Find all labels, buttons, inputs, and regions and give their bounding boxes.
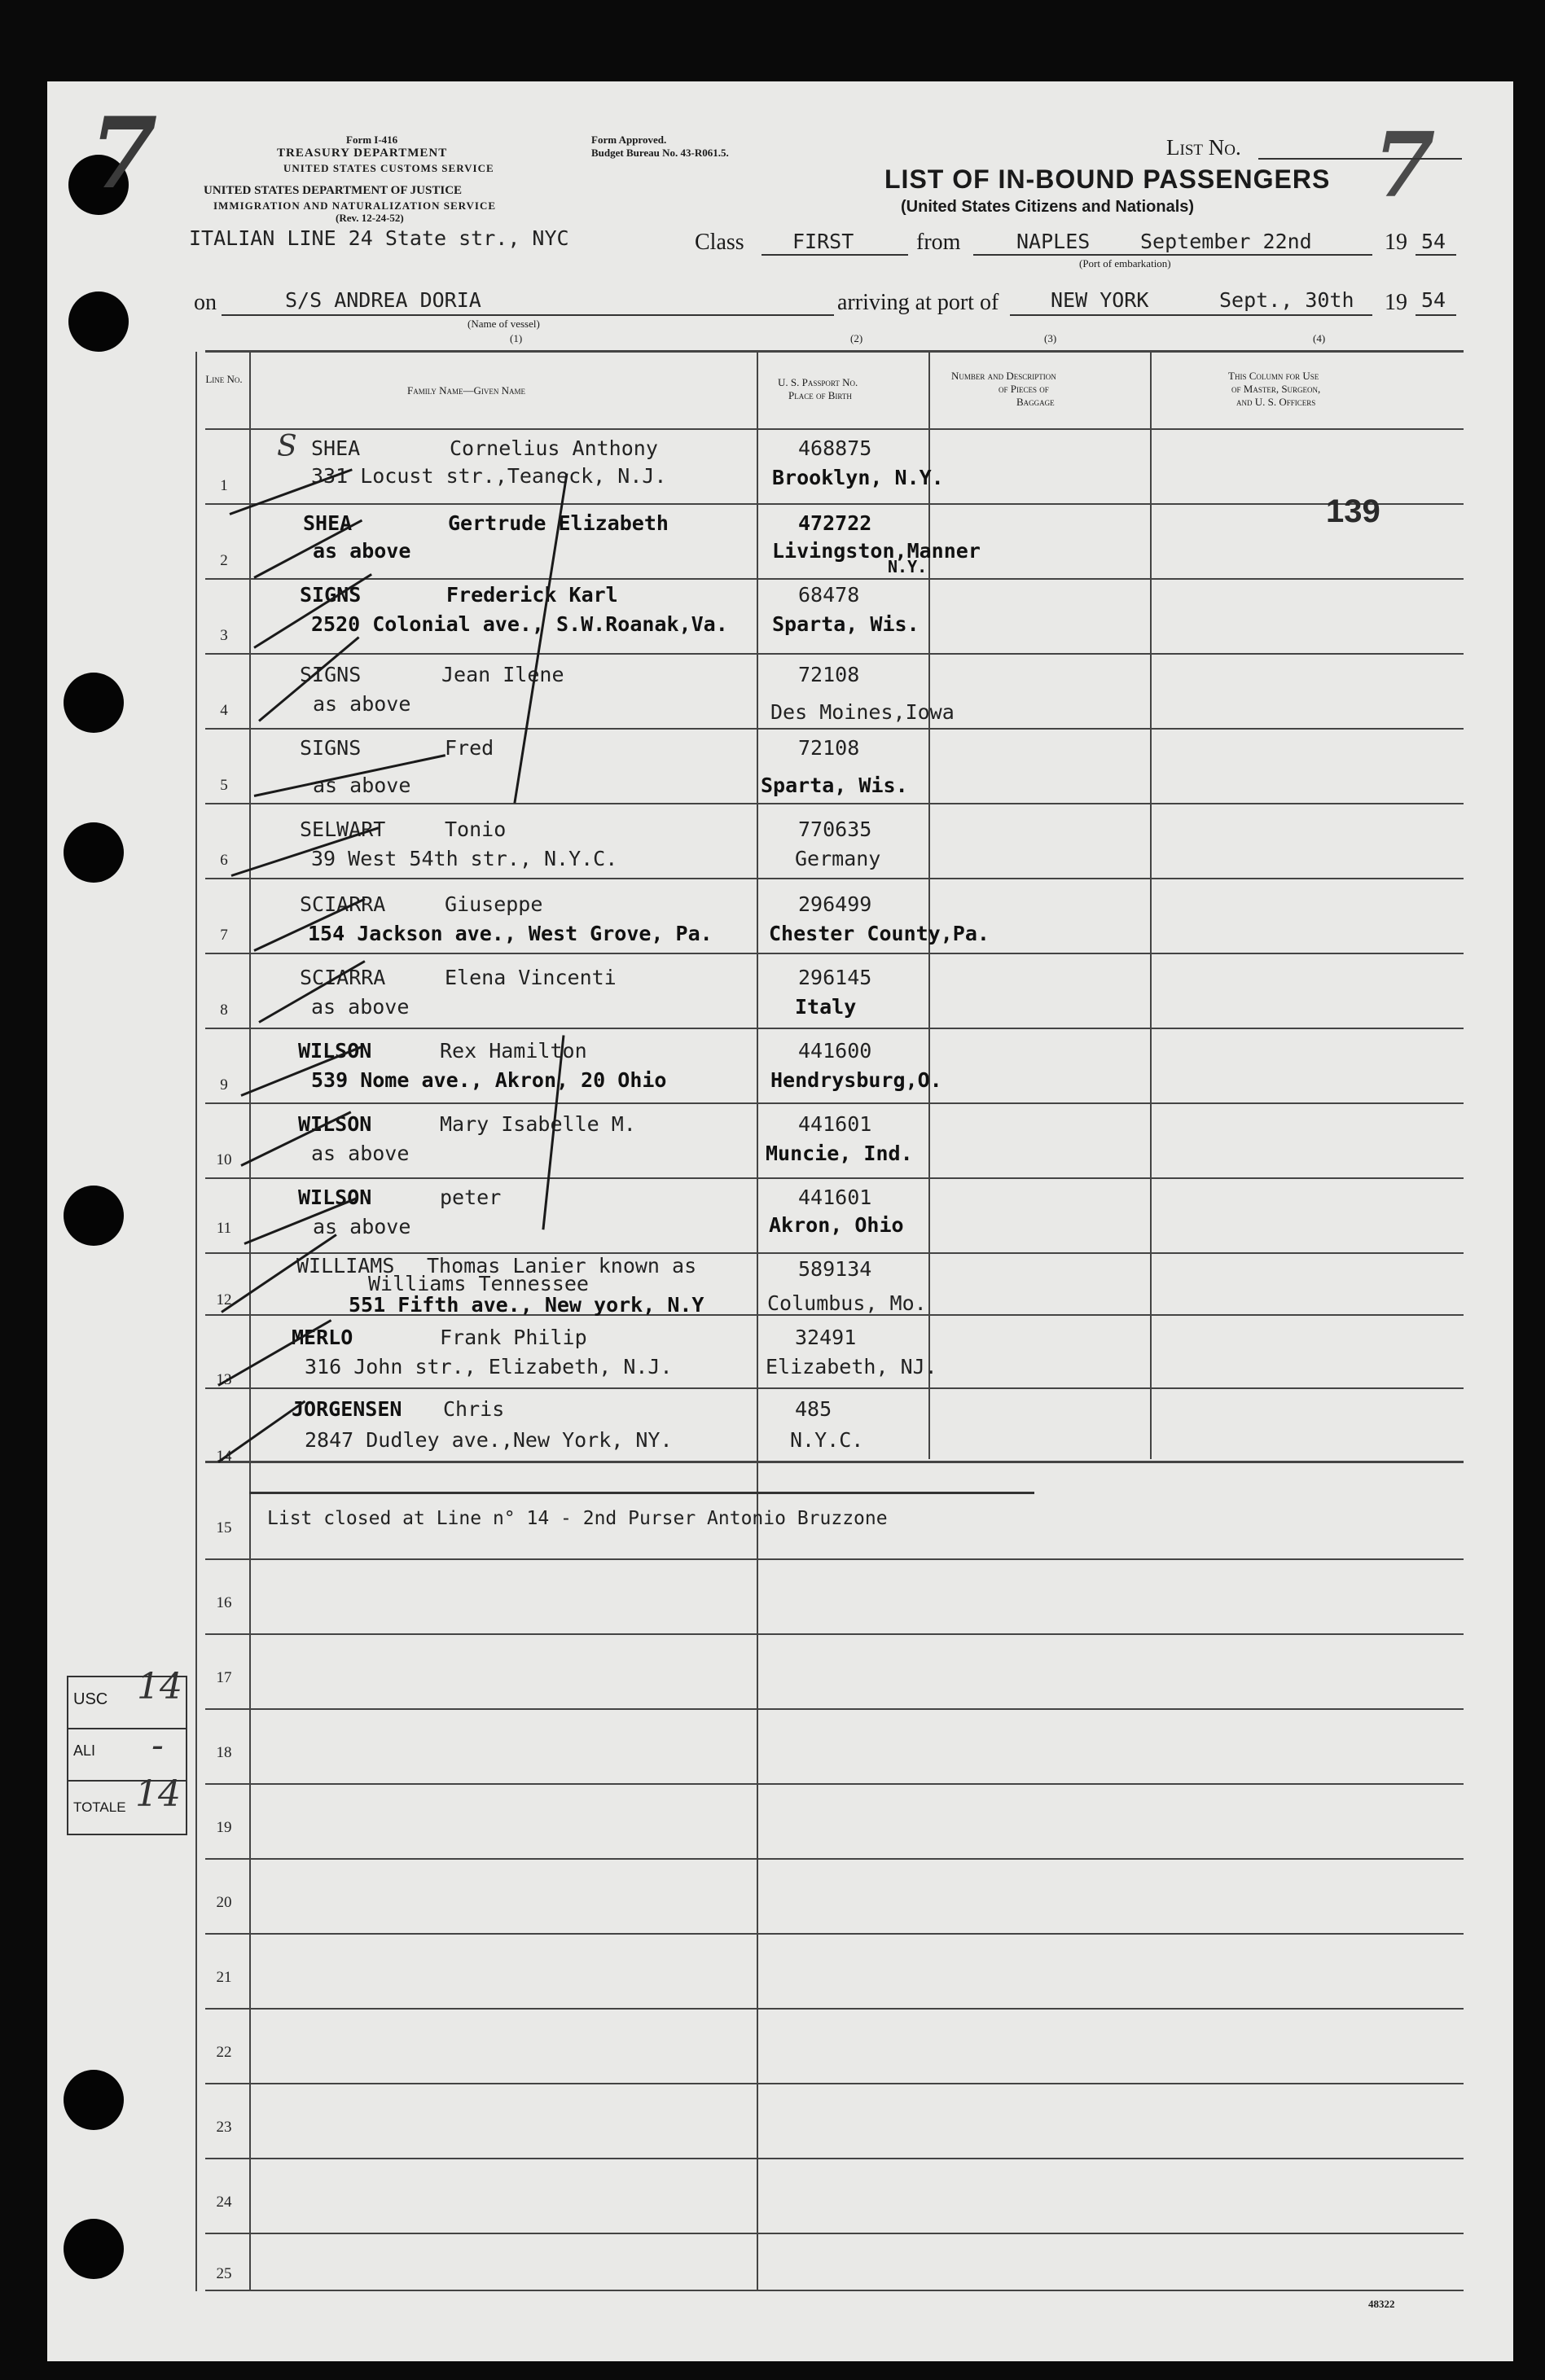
row-line [205, 728, 1464, 730]
form-subtitle: (United States Citizens and Nationals) [901, 198, 1195, 216]
given-name: Chris [443, 1397, 505, 1421]
form-number: Form I-416 [346, 134, 398, 146]
line-number: 11 [216, 1220, 232, 1237]
family-name: SHEA [311, 436, 361, 460]
line-number: 17 [216, 1669, 232, 1686]
row-line [205, 953, 1464, 954]
passport-number: 441601 [798, 1186, 872, 1209]
place-of-birth-cont: N.Y. [888, 557, 928, 576]
address: 331 Locust str.,Teaneck, N.J. [311, 464, 667, 488]
line-number: 13 [216, 1371, 232, 1388]
port-caption: (Port of embarkation) [1079, 257, 1171, 270]
given-name: Fred [445, 736, 494, 760]
arrival-year-prefix: 19 [1385, 290, 1407, 315]
place-of-birth: Sparta, Wis. [772, 612, 920, 636]
department-of-justice: UNITED STATES DEPARTMENT OF JUSTICE [204, 184, 463, 197]
family-name: WILLIAMS [296, 1254, 395, 1278]
column-number-2: (2) [850, 332, 863, 344]
passport-number: 589134 [798, 1257, 872, 1281]
class-value: FIRST [792, 230, 854, 253]
alien-label: ALI [73, 1742, 96, 1759]
from-underline [973, 254, 1372, 256]
row-line [205, 878, 1464, 879]
place-of-birth: Italy [795, 995, 857, 1019]
line-number: 9 [220, 1076, 228, 1094]
family-name: SIGNS [300, 663, 362, 686]
embarkation-date: September 22nd [1140, 230, 1312, 253]
handwritten-s: S [277, 430, 297, 463]
budget-bureau: Budget Bureau No. 43-R061.5. [591, 147, 729, 159]
header-line-no: Line No. [205, 373, 243, 385]
line-number: 3 [220, 627, 228, 644]
closing-rule [249, 1492, 1034, 1494]
row-line [205, 1102, 1464, 1104]
row-line [205, 2158, 1464, 2159]
list-number-handwritten: 7 [1373, 112, 1436, 217]
passport-number: 68478 [798, 583, 860, 607]
on-label: on [194, 290, 217, 315]
line-number: 15 [216, 1519, 232, 1536]
address: 316 John str., Elizabeth, N.J. [305, 1355, 673, 1378]
vessel-caption: (Name of vessel) [467, 318, 540, 330]
header-officers: This Column for Use [1228, 370, 1319, 382]
passport-number: 296499 [798, 892, 872, 916]
family-name: MERLO [292, 1326, 353, 1349]
place-of-birth: Brooklyn, N.Y. [772, 466, 944, 489]
header-baggage: Number and Description [951, 370, 1056, 382]
arrival-date: Sept., 30th [1219, 288, 1354, 312]
address: 154 Jackson ave., West Grove, Pa. [308, 922, 713, 945]
arrival-year-underline [1416, 314, 1456, 316]
total-label: TOTALE [73, 1799, 126, 1815]
row-line [205, 503, 1464, 505]
line-number: 16 [216, 1594, 232, 1611]
family-name: JORGENSEN [292, 1397, 402, 1421]
line-number: 1 [220, 477, 228, 494]
from-label: from [916, 230, 961, 255]
passport-number: 441600 [798, 1039, 872, 1063]
column-number-1: (1) [510, 332, 523, 344]
address: 39 West 54th str., N.Y.C. [311, 847, 618, 870]
form-approved: Form Approved. [591, 134, 667, 146]
place-of-birth: Muncie, Ind. [766, 1142, 913, 1165]
row-line [205, 2233, 1464, 2234]
header-family-name: Family Name—Given Name [407, 384, 525, 397]
arrival-year: 54 [1421, 288, 1446, 312]
row-line [205, 1387, 1464, 1389]
port-of-embarkation: NAPLES [1016, 230, 1091, 253]
place-of-birth: Germany [795, 847, 881, 870]
closing-note: List closed at Line n° 14 - 2nd Purser Antonio Bruzzone [267, 1508, 888, 1529]
row-line [205, 1708, 1464, 1710]
place-of-birth: Chester County,Pa. [769, 922, 990, 945]
address: as above [313, 1215, 411, 1238]
line-number: 25 [216, 2265, 232, 2282]
given-name: Rex Hamilton [440, 1039, 587, 1063]
arrival-underline [1010, 314, 1372, 316]
year-prefix: 19 [1385, 230, 1407, 255]
given-name: peter [440, 1186, 502, 1209]
line-number: 18 [216, 1744, 232, 1761]
family-name: SIGNS [300, 583, 362, 607]
line-number: 24 [216, 2194, 232, 2211]
address: 539 Nome ave., Akron, 20 Ohio [311, 1068, 667, 1092]
usc-value: 14 [137, 1666, 182, 1707]
address: 2520 Colonial ave., S.W.Roanak,Va. [311, 612, 728, 636]
punch-hole [64, 2070, 124, 2130]
passport-number: 32491 [795, 1326, 857, 1349]
given-name: Jean Ilene [441, 663, 564, 686]
place-of-birth: Akron, Ohio [769, 1213, 904, 1237]
address: as above [313, 692, 411, 716]
line-number: 20 [216, 1894, 232, 1911]
punch-hole [64, 822, 124, 883]
table-top-border [205, 350, 1464, 353]
given-name: Thomas Lanier known as [427, 1254, 697, 1278]
row-line [205, 2083, 1464, 2084]
given-name-cont: Williams Tennessee [368, 1272, 589, 1295]
given-name: Giuseppe [445, 892, 543, 916]
line-number: 12 [216, 1291, 232, 1308]
family-name: SHEA [303, 511, 353, 535]
table-left-border [195, 352, 197, 2291]
row-line [205, 1933, 1464, 1935]
header-officers: and U. S. Officers [1236, 396, 1316, 408]
family-name: SIGNS [300, 736, 362, 760]
ins-service: IMMIGRATION AND NATURALIZATION SERVICE [213, 199, 497, 212]
punch-hole [64, 673, 124, 733]
shipping-line-address: ITALIAN LINE 24 State str., NYC [189, 226, 569, 250]
address: as above [311, 1142, 410, 1165]
place-of-birth: Livingston,Manner [772, 539, 981, 563]
line-number: 10 [216, 1151, 232, 1168]
header-officers: of Master, Surgeon, [1231, 383, 1321, 395]
punch-hole [64, 2219, 124, 2279]
row-line [205, 1461, 1464, 1463]
class-underline [762, 254, 908, 256]
row-line [205, 1028, 1464, 1029]
header-baggage: Baggage [1016, 396, 1055, 408]
place-of-birth: Hendrysburg,O. [770, 1068, 942, 1092]
passport-number: 468875 [798, 436, 872, 460]
form-code: 48322 [1368, 2298, 1395, 2310]
alien-value: - [151, 1725, 164, 1766]
passport-number: 770635 [798, 817, 872, 841]
address: as above [313, 774, 411, 797]
arrival-port: NEW YORK [1051, 288, 1149, 312]
address: 2847 Dudley ave.,New York, NY. [305, 1428, 673, 1452]
punch-hole [64, 1186, 124, 1246]
row-line [205, 2008, 1464, 2010]
passport-number: 72108 [798, 736, 860, 760]
treasury-department: TREASURY DEPARTMENT [277, 147, 448, 160]
given-name: Frank Philip [440, 1326, 587, 1349]
row-line [205, 1783, 1464, 1785]
line-number: 7 [220, 927, 228, 944]
passport-number: 296145 [798, 966, 872, 989]
passport-number: 72108 [798, 663, 860, 686]
passport-number: 485 [795, 1397, 832, 1421]
vessel-underline [222, 314, 834, 316]
header-place-of-birth: Place of Birth [788, 389, 852, 401]
column-divider [249, 352, 251, 2291]
usc-label: USC [73, 1690, 108, 1708]
line-number: 23 [216, 2119, 232, 2136]
given-name: Elena Vincenti [445, 966, 617, 989]
family-name: SCIARRA [300, 966, 386, 989]
revision: (Rev. 12-24-52) [336, 212, 404, 224]
list-no-label: List No. [1166, 135, 1241, 160]
line-number: 5 [220, 777, 228, 794]
address: 551 Fifth ave., New york, N.Y [349, 1293, 704, 1317]
column-number-3: (3) [1044, 332, 1057, 344]
officer-stamp-number: 139 [1326, 493, 1380, 529]
table-bottom-line [205, 2290, 1464, 2291]
year-underline [1416, 254, 1456, 256]
total-value: 14 [135, 1773, 181, 1815]
family-name: WILSON [298, 1186, 372, 1209]
place-of-birth: N.Y.C. [790, 1428, 864, 1452]
column-divider [928, 352, 930, 1459]
given-name: Gertrude Elizabeth [448, 511, 669, 535]
row-line [205, 578, 1464, 580]
family-name: WILSON [298, 1039, 372, 1063]
line-number: 19 [216, 1819, 232, 1836]
place-of-birth: Elizabeth, NJ. [766, 1355, 937, 1378]
family-name: WILSON [298, 1112, 372, 1136]
corner-list-mark: 7 [90, 96, 158, 211]
family-name: SELWART [300, 817, 386, 841]
header-passport: U. S. Passport No. [778, 376, 858, 388]
passport-number: 441601 [798, 1112, 872, 1136]
line-number: 8 [220, 1002, 228, 1019]
line-number: 2 [220, 552, 228, 569]
line-number: 6 [220, 852, 228, 869]
row-line [205, 1633, 1464, 1635]
line-number: 4 [220, 702, 228, 719]
passport-number: 472722 [798, 511, 872, 535]
family-name: SCIARRA [300, 892, 386, 916]
list-no-underline [1258, 158, 1462, 160]
column-divider [757, 352, 758, 2291]
given-name: Tonio [445, 817, 507, 841]
given-name: Mary Isabelle M. [440, 1112, 636, 1136]
address: as above [311, 995, 410, 1019]
row-line [205, 803, 1464, 804]
header-bottom-line [205, 428, 1464, 430]
given-name: Frederick Karl [446, 583, 618, 607]
punch-hole [68, 291, 129, 352]
row-line [205, 1558, 1464, 1560]
customs-service: UNITED STATES CUSTOMS SERVICE [283, 162, 494, 174]
row-line [205, 653, 1464, 655]
column-number-4: (4) [1313, 332, 1326, 344]
class-label: Class [695, 230, 744, 255]
form-title: LIST OF IN-BOUND PASSENGERS [884, 164, 1331, 194]
header-baggage: of Pieces of [999, 383, 1049, 395]
address: as above [313, 539, 411, 563]
embarkation-year: 54 [1421, 230, 1446, 253]
place-of-birth: Columbus, Mo. [767, 1291, 927, 1315]
line-number: 14 [216, 1448, 232, 1465]
arriving-label: arriving at port of [837, 290, 999, 315]
row-line [205, 1858, 1464, 1860]
given-name: Cornelius Anthony [450, 436, 658, 460]
column-divider [1150, 352, 1152, 1459]
line-number: 21 [216, 1969, 232, 1986]
line-number: 22 [216, 2044, 232, 2061]
place-of-birth: Des Moines,Iowa [770, 700, 955, 724]
vessel-name: S/S ANDREA DORIA [285, 288, 481, 312]
row-line [205, 1177, 1464, 1179]
place-of-birth: Sparta, Wis. [761, 774, 908, 797]
